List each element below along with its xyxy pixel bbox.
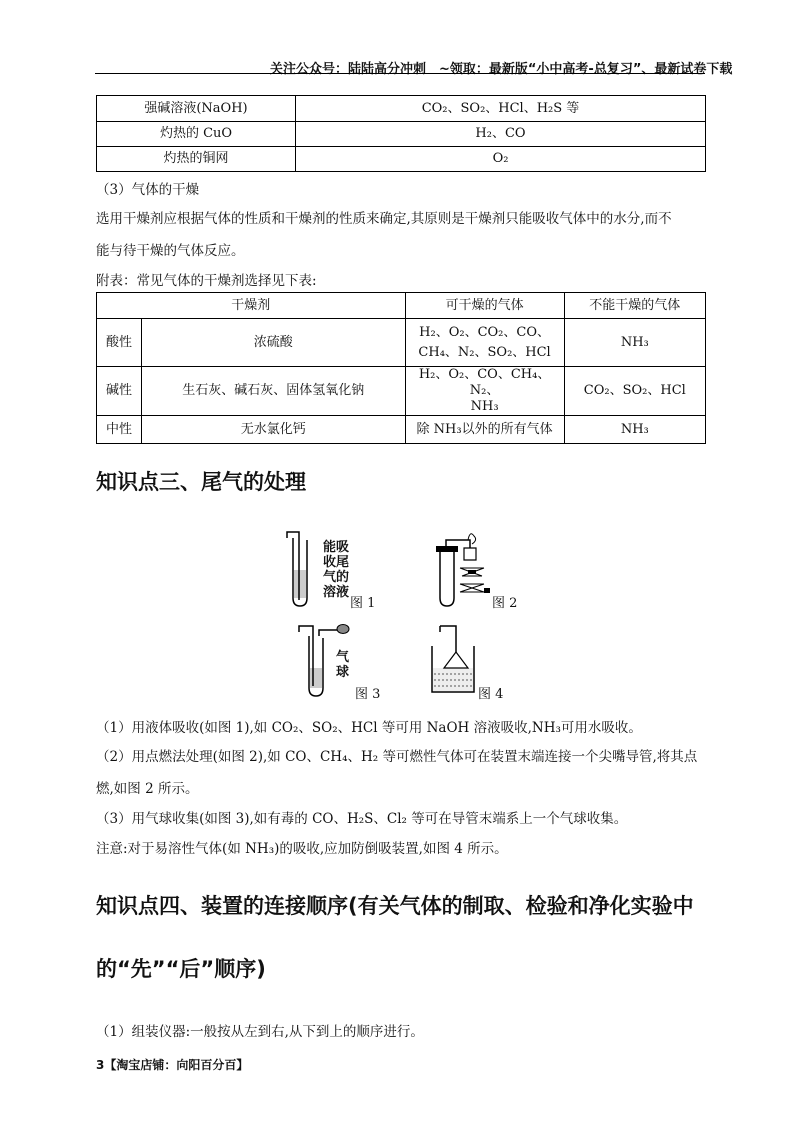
section-heading: 知识点四、装置的连接顺序(有关气体的制取、检验和净化实验中 [96, 894, 694, 918]
table-cell: CO₂、SO₂、HCl [564, 367, 705, 416]
note-line: 溶液 [323, 585, 350, 600]
table-cell: 中性 [97, 416, 142, 444]
table-cell: 灼热的 CuO [97, 122, 296, 147]
table-cell: 除 NH₃以外的所有气体 [405, 416, 564, 444]
cell-line: H₂、O₂、CO、CH₄、N₂、 [418, 367, 551, 398]
table-cell: 生石灰、碱石灰、固体氢氧化钠 [142, 367, 406, 416]
table-cell: CO₂、SO₂、HCl、H₂S 等 [296, 96, 706, 122]
table-cell [405, 319, 564, 367]
note-line: 气的 [323, 570, 350, 585]
figure-3-label: 图 3 [355, 687, 381, 702]
table-row [97, 147, 706, 172]
page-footer: 3【淘宝店铺：向阳百分百】 [96, 1058, 249, 1072]
figure-4-label: 图 4 [478, 687, 504, 702]
page-header: 关注公众号：陆陆高分冲刺 ~领取：最新版“小中高考-总复习”、最新试卷下载 [270, 62, 733, 77]
header-rule [95, 73, 705, 74]
table-header: 不能干燥的气体 [564, 293, 705, 319]
figure-1-label: 图 1 [350, 596, 376, 611]
figure-4-diagram [428, 624, 478, 696]
note-line: 气 [336, 650, 350, 665]
paragraph: 注意:对于易溶性气体(如 NH₃)的吸收,应加防倒吸装置,如图 4 所示。 [96, 841, 508, 857]
table-row [97, 319, 706, 367]
paragraph: 能与待干燥的气体反应。 [96, 243, 245, 259]
figure-3-note [336, 650, 349, 680]
table-row [97, 367, 706, 416]
note-line: 球 [336, 665, 350, 680]
note-line: 收尾 [323, 555, 350, 570]
figure-1-note [323, 540, 349, 600]
paragraph: （2）用点燃法处理(如图 2),如 CO、CH₄、H₂ 等可燃性气体可在装置末端连接一个尖嘴导管,将其点 [96, 749, 698, 765]
paragraph: 燃,如图 2 所示。 [96, 781, 199, 797]
note-line: 能吸 [323, 540, 350, 555]
table-cell [405, 367, 564, 416]
cell-line: NH₃ [470, 399, 499, 414]
table-cell: 强碱溶液(NaOH) [97, 96, 296, 122]
table-row [97, 416, 706, 444]
cell-line: H₂、O₂、CO₂、CO、 [419, 324, 550, 340]
table-header: 干燥剂 [97, 293, 406, 319]
paragraph: 附表：常见气体的干燥剂选择见下表: [96, 273, 317, 289]
table-cell: 碱性 [97, 367, 142, 416]
figure-2-diagram [430, 530, 495, 610]
table-cell: NH₃ [564, 319, 705, 367]
table-row [97, 96, 706, 122]
section-title: （3）气体的干燥 [96, 182, 200, 198]
table-header: 可干燥的气体 [405, 293, 564, 319]
paragraph: （3）用气球收集(如图 3),如有毒的 CO、H₂S、Cl₂ 等可在导管末端系上一个气球收集。 [96, 811, 628, 827]
table-cell: 浓硫酸 [142, 319, 406, 367]
paragraph: （1）组装仪器:一般按从左到右,从下到上的顺序进行。 [96, 1024, 424, 1040]
table-row [97, 293, 706, 319]
purification-table [96, 95, 706, 172]
table-cell: 无水氯化钙 [142, 416, 406, 444]
table-cell: 酸性 [97, 319, 142, 367]
paragraph: （1）用液体吸收(如图 1),如 CO₂、SO₂、HCl 等可用 NaOH 溶液吸收,NH₃可用水吸收。 [96, 720, 642, 736]
desiccant-table [96, 292, 706, 444]
table-cell: H₂、CO [296, 122, 706, 147]
section-heading: 知识点三、尾气的处理 [96, 470, 306, 494]
figure-2-label: 图 2 [492, 596, 518, 611]
cell-line: CH₄、N₂、SO₂、HCl [418, 344, 551, 360]
section-heading-continued: 的“先”“后”顺序) [96, 957, 266, 981]
table-row [97, 122, 706, 147]
table-cell: O₂ [296, 147, 706, 172]
table-cell: 灼热的铜网 [97, 147, 296, 172]
paragraph: 选用干燥剂应根据气体的性质和干燥剂的性质来确定,其原则是干燥剂只能吸收气体中的水分,而不 [96, 211, 672, 227]
table-cell: NH₃ [564, 416, 705, 444]
